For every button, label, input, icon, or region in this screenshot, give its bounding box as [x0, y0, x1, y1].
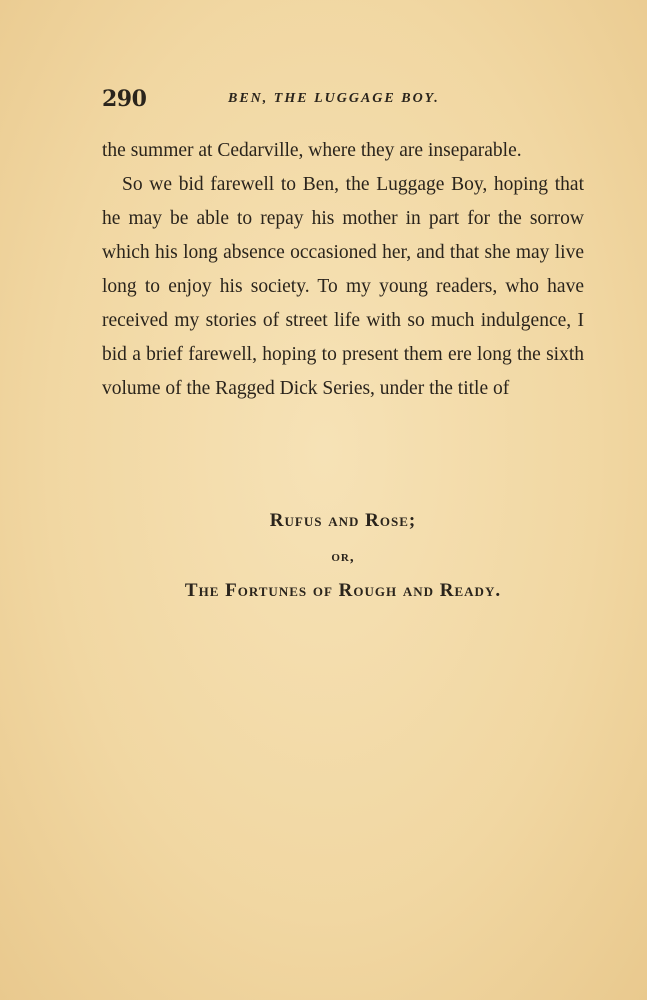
announced-book-subtitle: The Fortunes of Rough and Ready.	[184, 580, 502, 601]
announced-or: or,	[331, 549, 355, 565]
running-title: BEN, THE LUGGAGE BOY.	[228, 91, 440, 106]
paragraph-farewell: So we bid farewell to Ben, the Luggage Boy, hoping that he may be able to repay his mother in part for the sorrow which his long absence occasioned her, and that she may live long to enjoy his society. To my young readers, who have received my stories of street life with so much indulgence, I bid a brief farewell, hoping to present them ere long the sixth volume of the Ragged Dick Series, under the title of	[102, 174, 584, 399]
running-head	[102, 86, 586, 116]
body-text	[102, 134, 584, 406]
announced-book-title: Rufus and Rose;	[269, 510, 417, 531]
paragraph-continuation: the summer at Cedarville, where they are inseparable.	[102, 140, 522, 161]
page-number: 290	[102, 86, 147, 112]
